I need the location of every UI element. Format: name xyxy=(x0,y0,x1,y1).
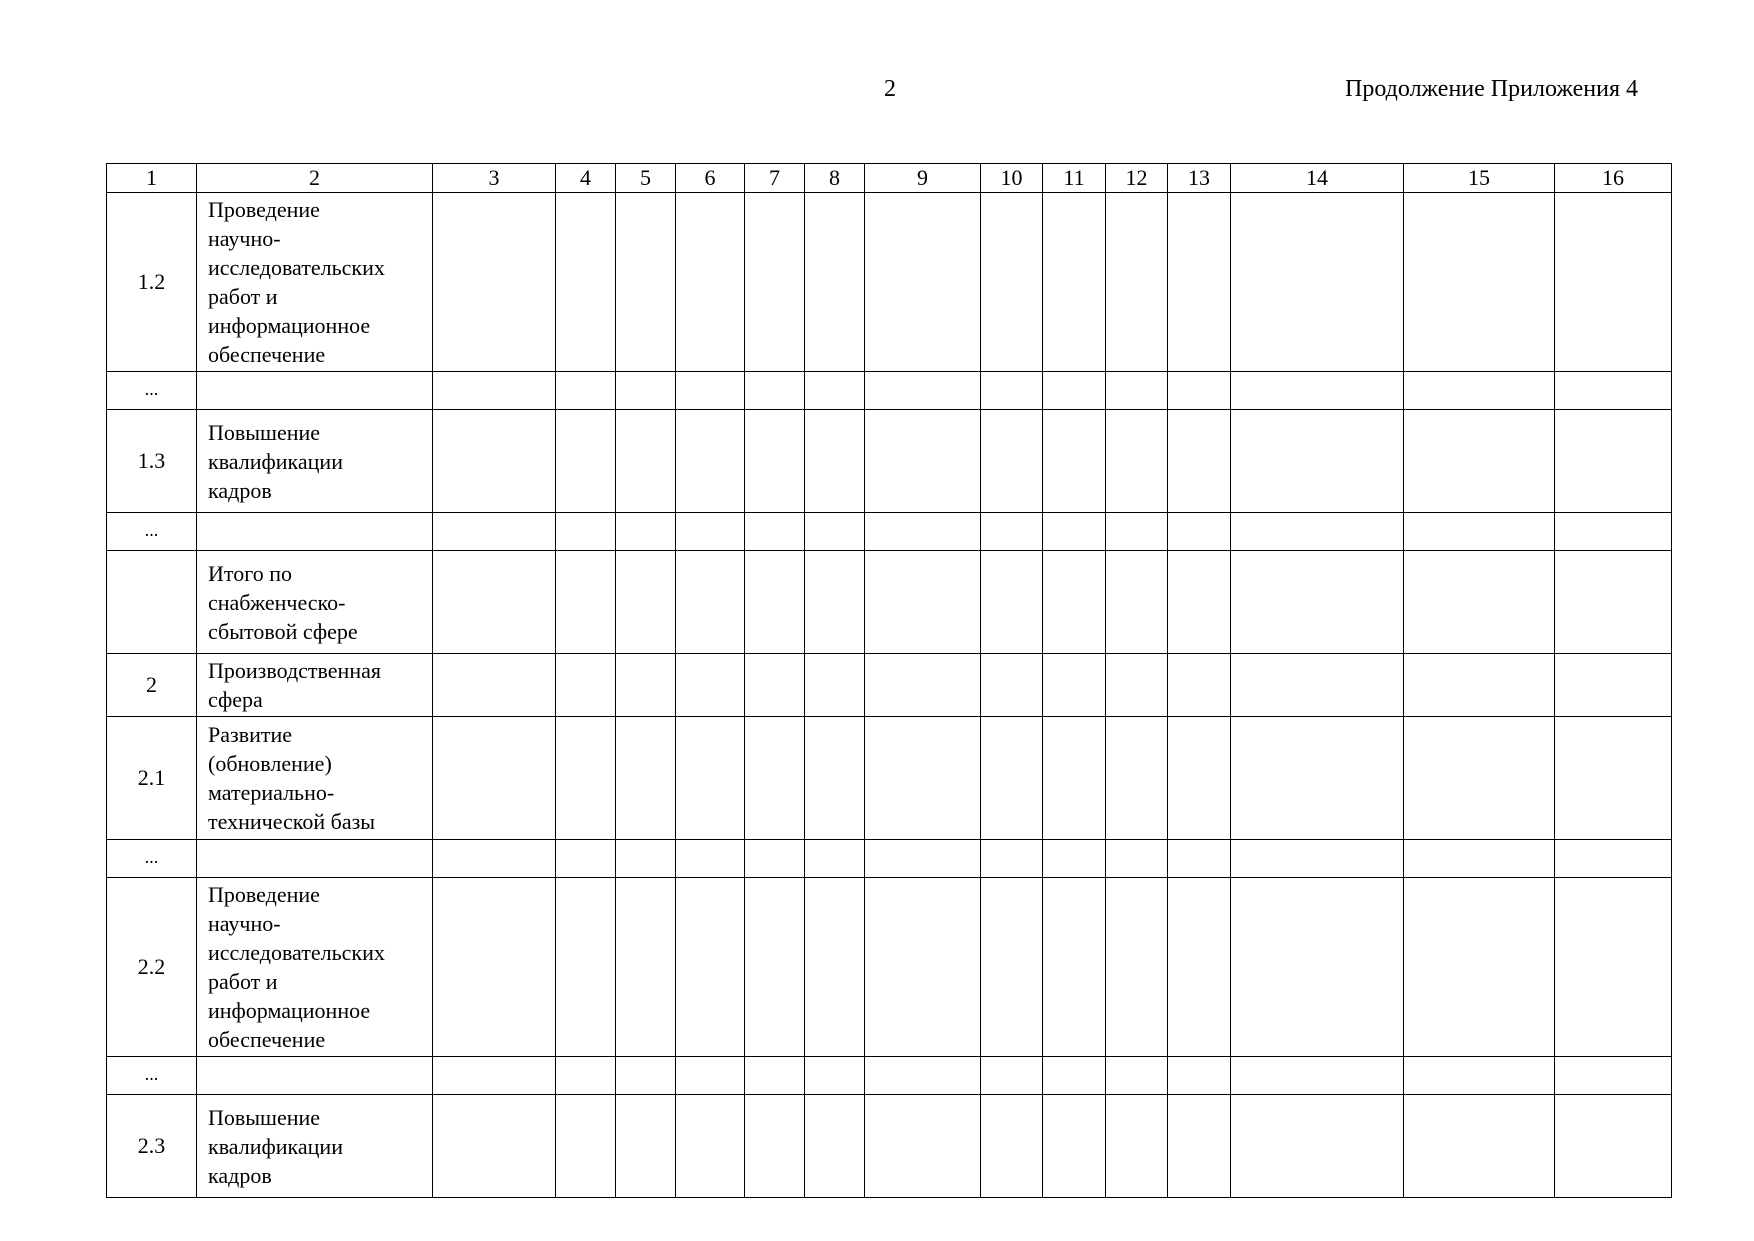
data-cell xyxy=(556,878,616,1057)
data-cell xyxy=(745,654,805,717)
data-cell xyxy=(1106,878,1168,1057)
table-row xyxy=(107,1057,1672,1095)
column-header: 6 xyxy=(676,164,745,193)
data-cell xyxy=(433,654,556,717)
data-cell xyxy=(676,878,745,1057)
data-cell xyxy=(1404,372,1555,410)
data-cell xyxy=(556,1095,616,1198)
data-cell xyxy=(616,551,676,654)
data-cell xyxy=(745,193,805,372)
data-cell xyxy=(1404,193,1555,372)
page-number: 2 xyxy=(884,76,896,102)
data-cell xyxy=(556,654,616,717)
data-cell xyxy=(805,717,865,840)
data-cell xyxy=(433,1095,556,1198)
column-header: 7 xyxy=(745,164,805,193)
data-cell xyxy=(1168,1095,1231,1198)
data-cell xyxy=(1168,410,1231,513)
data-cell xyxy=(1555,840,1672,878)
table-row xyxy=(107,193,1672,372)
data-cell xyxy=(616,513,676,551)
data-cell xyxy=(676,840,745,878)
data-cell xyxy=(1168,654,1231,717)
data-cell xyxy=(1043,193,1106,372)
column-header: 15 xyxy=(1404,164,1555,193)
data-cell xyxy=(1106,654,1168,717)
data-cell xyxy=(865,193,981,372)
data-cell xyxy=(865,717,981,840)
data-cell xyxy=(1106,840,1168,878)
data-cell xyxy=(1231,654,1404,717)
row-number: 1.2 xyxy=(107,193,197,372)
data-cell xyxy=(433,410,556,513)
table-row xyxy=(107,551,1672,654)
data-cell xyxy=(1106,717,1168,840)
data-cell xyxy=(1043,372,1106,410)
data-cell xyxy=(433,193,556,372)
data-cell xyxy=(1231,372,1404,410)
data-cell xyxy=(1168,551,1231,654)
data-cell xyxy=(1231,717,1404,840)
row-name: Итого по снабженческо- сбытовой сфере xyxy=(197,551,433,654)
table-row xyxy=(107,654,1672,717)
data-cell xyxy=(1555,1095,1672,1198)
data-cell xyxy=(1043,1095,1106,1198)
data-cell xyxy=(676,1057,745,1095)
data-cell xyxy=(1231,513,1404,551)
data-cell xyxy=(805,551,865,654)
data-cell xyxy=(433,1057,556,1095)
data-cell xyxy=(1231,551,1404,654)
row-name xyxy=(197,513,433,551)
column-header: 5 xyxy=(616,164,676,193)
column-header: 2 xyxy=(197,164,433,193)
column-header: 14 xyxy=(1231,164,1404,193)
data-cell xyxy=(433,372,556,410)
column-header: 13 xyxy=(1168,164,1231,193)
data-cell xyxy=(1168,193,1231,372)
data-cell xyxy=(1043,551,1106,654)
data-cell xyxy=(676,717,745,840)
row-number xyxy=(107,551,197,654)
data-cell xyxy=(1168,513,1231,551)
data-cell xyxy=(805,513,865,551)
data-cell xyxy=(433,717,556,840)
data-cell xyxy=(1404,717,1555,840)
data-cell xyxy=(745,410,805,513)
data-cell xyxy=(1168,878,1231,1057)
data-cell xyxy=(1043,513,1106,551)
data-cell xyxy=(1404,513,1555,551)
data-cell xyxy=(865,878,981,1057)
data-cell xyxy=(865,513,981,551)
data-cell xyxy=(1043,717,1106,840)
data-cell xyxy=(1555,551,1672,654)
data-cell xyxy=(556,717,616,840)
data-cell xyxy=(1106,1095,1168,1198)
table-row xyxy=(107,410,1672,513)
data-cell xyxy=(616,1057,676,1095)
data-cell xyxy=(1404,1095,1555,1198)
column-header: 11 xyxy=(1043,164,1106,193)
data-cell xyxy=(981,654,1043,717)
column-header: 16 xyxy=(1555,164,1672,193)
table-row xyxy=(107,513,1672,551)
row-name xyxy=(197,840,433,878)
row-name: Производственная сфера xyxy=(197,654,433,717)
data-cell xyxy=(1404,840,1555,878)
column-number-row xyxy=(107,164,1672,193)
data-cell xyxy=(745,717,805,840)
data-cell xyxy=(1168,1057,1231,1095)
data-cell xyxy=(616,840,676,878)
data-cell xyxy=(616,654,676,717)
table-row xyxy=(107,717,1672,840)
data-cell xyxy=(676,513,745,551)
data-cell xyxy=(1404,551,1555,654)
data-cell xyxy=(1168,717,1231,840)
data-cell xyxy=(745,878,805,1057)
data-cell xyxy=(676,1095,745,1198)
data-cell xyxy=(616,1095,676,1198)
data-cell xyxy=(556,513,616,551)
data-cell xyxy=(981,551,1043,654)
table-row xyxy=(107,878,1672,1057)
data-cell xyxy=(616,410,676,513)
data-cell xyxy=(556,1057,616,1095)
data-cell xyxy=(981,1095,1043,1198)
data-cell xyxy=(1106,551,1168,654)
data-cell xyxy=(556,372,616,410)
data-cell xyxy=(981,717,1043,840)
data-cell xyxy=(616,878,676,1057)
data-cell xyxy=(1168,372,1231,410)
data-cell xyxy=(1555,193,1672,372)
data-cell xyxy=(981,1057,1043,1095)
column-header: 8 xyxy=(805,164,865,193)
column-header: 12 xyxy=(1106,164,1168,193)
column-header: 9 xyxy=(865,164,981,193)
data-cell xyxy=(676,410,745,513)
data-cell xyxy=(616,717,676,840)
data-cell xyxy=(676,551,745,654)
data-cell xyxy=(433,878,556,1057)
data-cell xyxy=(805,654,865,717)
data-cell xyxy=(981,878,1043,1057)
data-cell xyxy=(865,1095,981,1198)
row-number: 2 xyxy=(107,654,197,717)
data-cell xyxy=(1404,878,1555,1057)
data-cell xyxy=(1043,840,1106,878)
data-cell xyxy=(805,840,865,878)
data-cell xyxy=(616,372,676,410)
data-cell xyxy=(981,513,1043,551)
data-cell xyxy=(1231,1095,1404,1198)
data-cell xyxy=(1106,1057,1168,1095)
row-name: Развитие (обновление) материально- технической базы xyxy=(197,717,433,840)
continuation-label: Продолжение Приложения 4 xyxy=(1345,76,1638,102)
data-cell xyxy=(1043,878,1106,1057)
row-name: Проведение научно- исследовательских работ и информационное обеспечение xyxy=(197,193,433,372)
column-header: 1 xyxy=(107,164,197,193)
data-cell xyxy=(1231,1057,1404,1095)
column-header: 4 xyxy=(556,164,616,193)
data-cell xyxy=(745,1057,805,1095)
data-cell xyxy=(1106,410,1168,513)
data-cell xyxy=(616,193,676,372)
data-cell xyxy=(676,193,745,372)
row-name: Повышение квалификации кадров xyxy=(197,410,433,513)
table-row xyxy=(107,372,1672,410)
data-cell xyxy=(865,551,981,654)
table-row xyxy=(107,840,1672,878)
row-number: 2.2 xyxy=(107,878,197,1057)
row-number: 2.1 xyxy=(107,717,197,840)
row-number: 2.3 xyxy=(107,1095,197,1198)
data-cell xyxy=(433,551,556,654)
data-cell xyxy=(556,840,616,878)
data-cell xyxy=(676,372,745,410)
data-cell xyxy=(805,878,865,1057)
data-cell xyxy=(1231,193,1404,372)
data-cell xyxy=(805,372,865,410)
data-cell xyxy=(676,654,745,717)
row-number: ... xyxy=(107,513,197,551)
data-cell xyxy=(981,410,1043,513)
data-cell xyxy=(556,193,616,372)
data-cell xyxy=(1555,1057,1672,1095)
data-cell xyxy=(1555,410,1672,513)
data-cell xyxy=(865,1057,981,1095)
data-cell xyxy=(1043,1057,1106,1095)
row-number: ... xyxy=(107,372,197,410)
data-cell xyxy=(556,551,616,654)
appendix-table xyxy=(106,163,1672,1198)
data-cell xyxy=(433,513,556,551)
data-cell xyxy=(805,193,865,372)
column-header: 3 xyxy=(433,164,556,193)
row-number: ... xyxy=(107,840,197,878)
data-cell xyxy=(745,551,805,654)
data-cell xyxy=(865,410,981,513)
data-cell xyxy=(1043,654,1106,717)
row-name xyxy=(197,372,433,410)
data-cell xyxy=(865,372,981,410)
data-cell xyxy=(1106,513,1168,551)
data-cell xyxy=(805,410,865,513)
data-cell xyxy=(805,1057,865,1095)
data-cell xyxy=(433,840,556,878)
data-cell xyxy=(981,840,1043,878)
data-cell xyxy=(745,513,805,551)
data-cell xyxy=(1106,193,1168,372)
row-name: Проведение научно- исследовательских работ и информационное обеспечение xyxy=(197,878,433,1057)
data-cell xyxy=(1555,513,1672,551)
data-cell xyxy=(1555,372,1672,410)
data-cell xyxy=(1106,372,1168,410)
row-number: 1.3 xyxy=(107,410,197,513)
table-row xyxy=(107,1095,1672,1198)
data-cell xyxy=(556,410,616,513)
data-cell xyxy=(865,654,981,717)
data-cell xyxy=(1043,410,1106,513)
row-number: ... xyxy=(107,1057,197,1095)
data-cell xyxy=(1555,717,1672,840)
row-name xyxy=(197,1057,433,1095)
data-cell xyxy=(1231,878,1404,1057)
data-cell xyxy=(1231,840,1404,878)
data-cell xyxy=(981,372,1043,410)
data-cell xyxy=(805,1095,865,1198)
data-cell xyxy=(1555,654,1672,717)
data-cell xyxy=(1404,654,1555,717)
data-cell xyxy=(745,840,805,878)
data-cell xyxy=(981,193,1043,372)
data-cell xyxy=(1231,410,1404,513)
data-cell xyxy=(745,372,805,410)
data-cell xyxy=(1555,878,1672,1057)
row-name: Повышение квалификации кадров xyxy=(197,1095,433,1198)
data-cell xyxy=(865,840,981,878)
data-cell xyxy=(1404,1057,1555,1095)
data-cell xyxy=(1168,840,1231,878)
data-cell xyxy=(1404,410,1555,513)
data-cell xyxy=(745,1095,805,1198)
column-header: 10 xyxy=(981,164,1043,193)
